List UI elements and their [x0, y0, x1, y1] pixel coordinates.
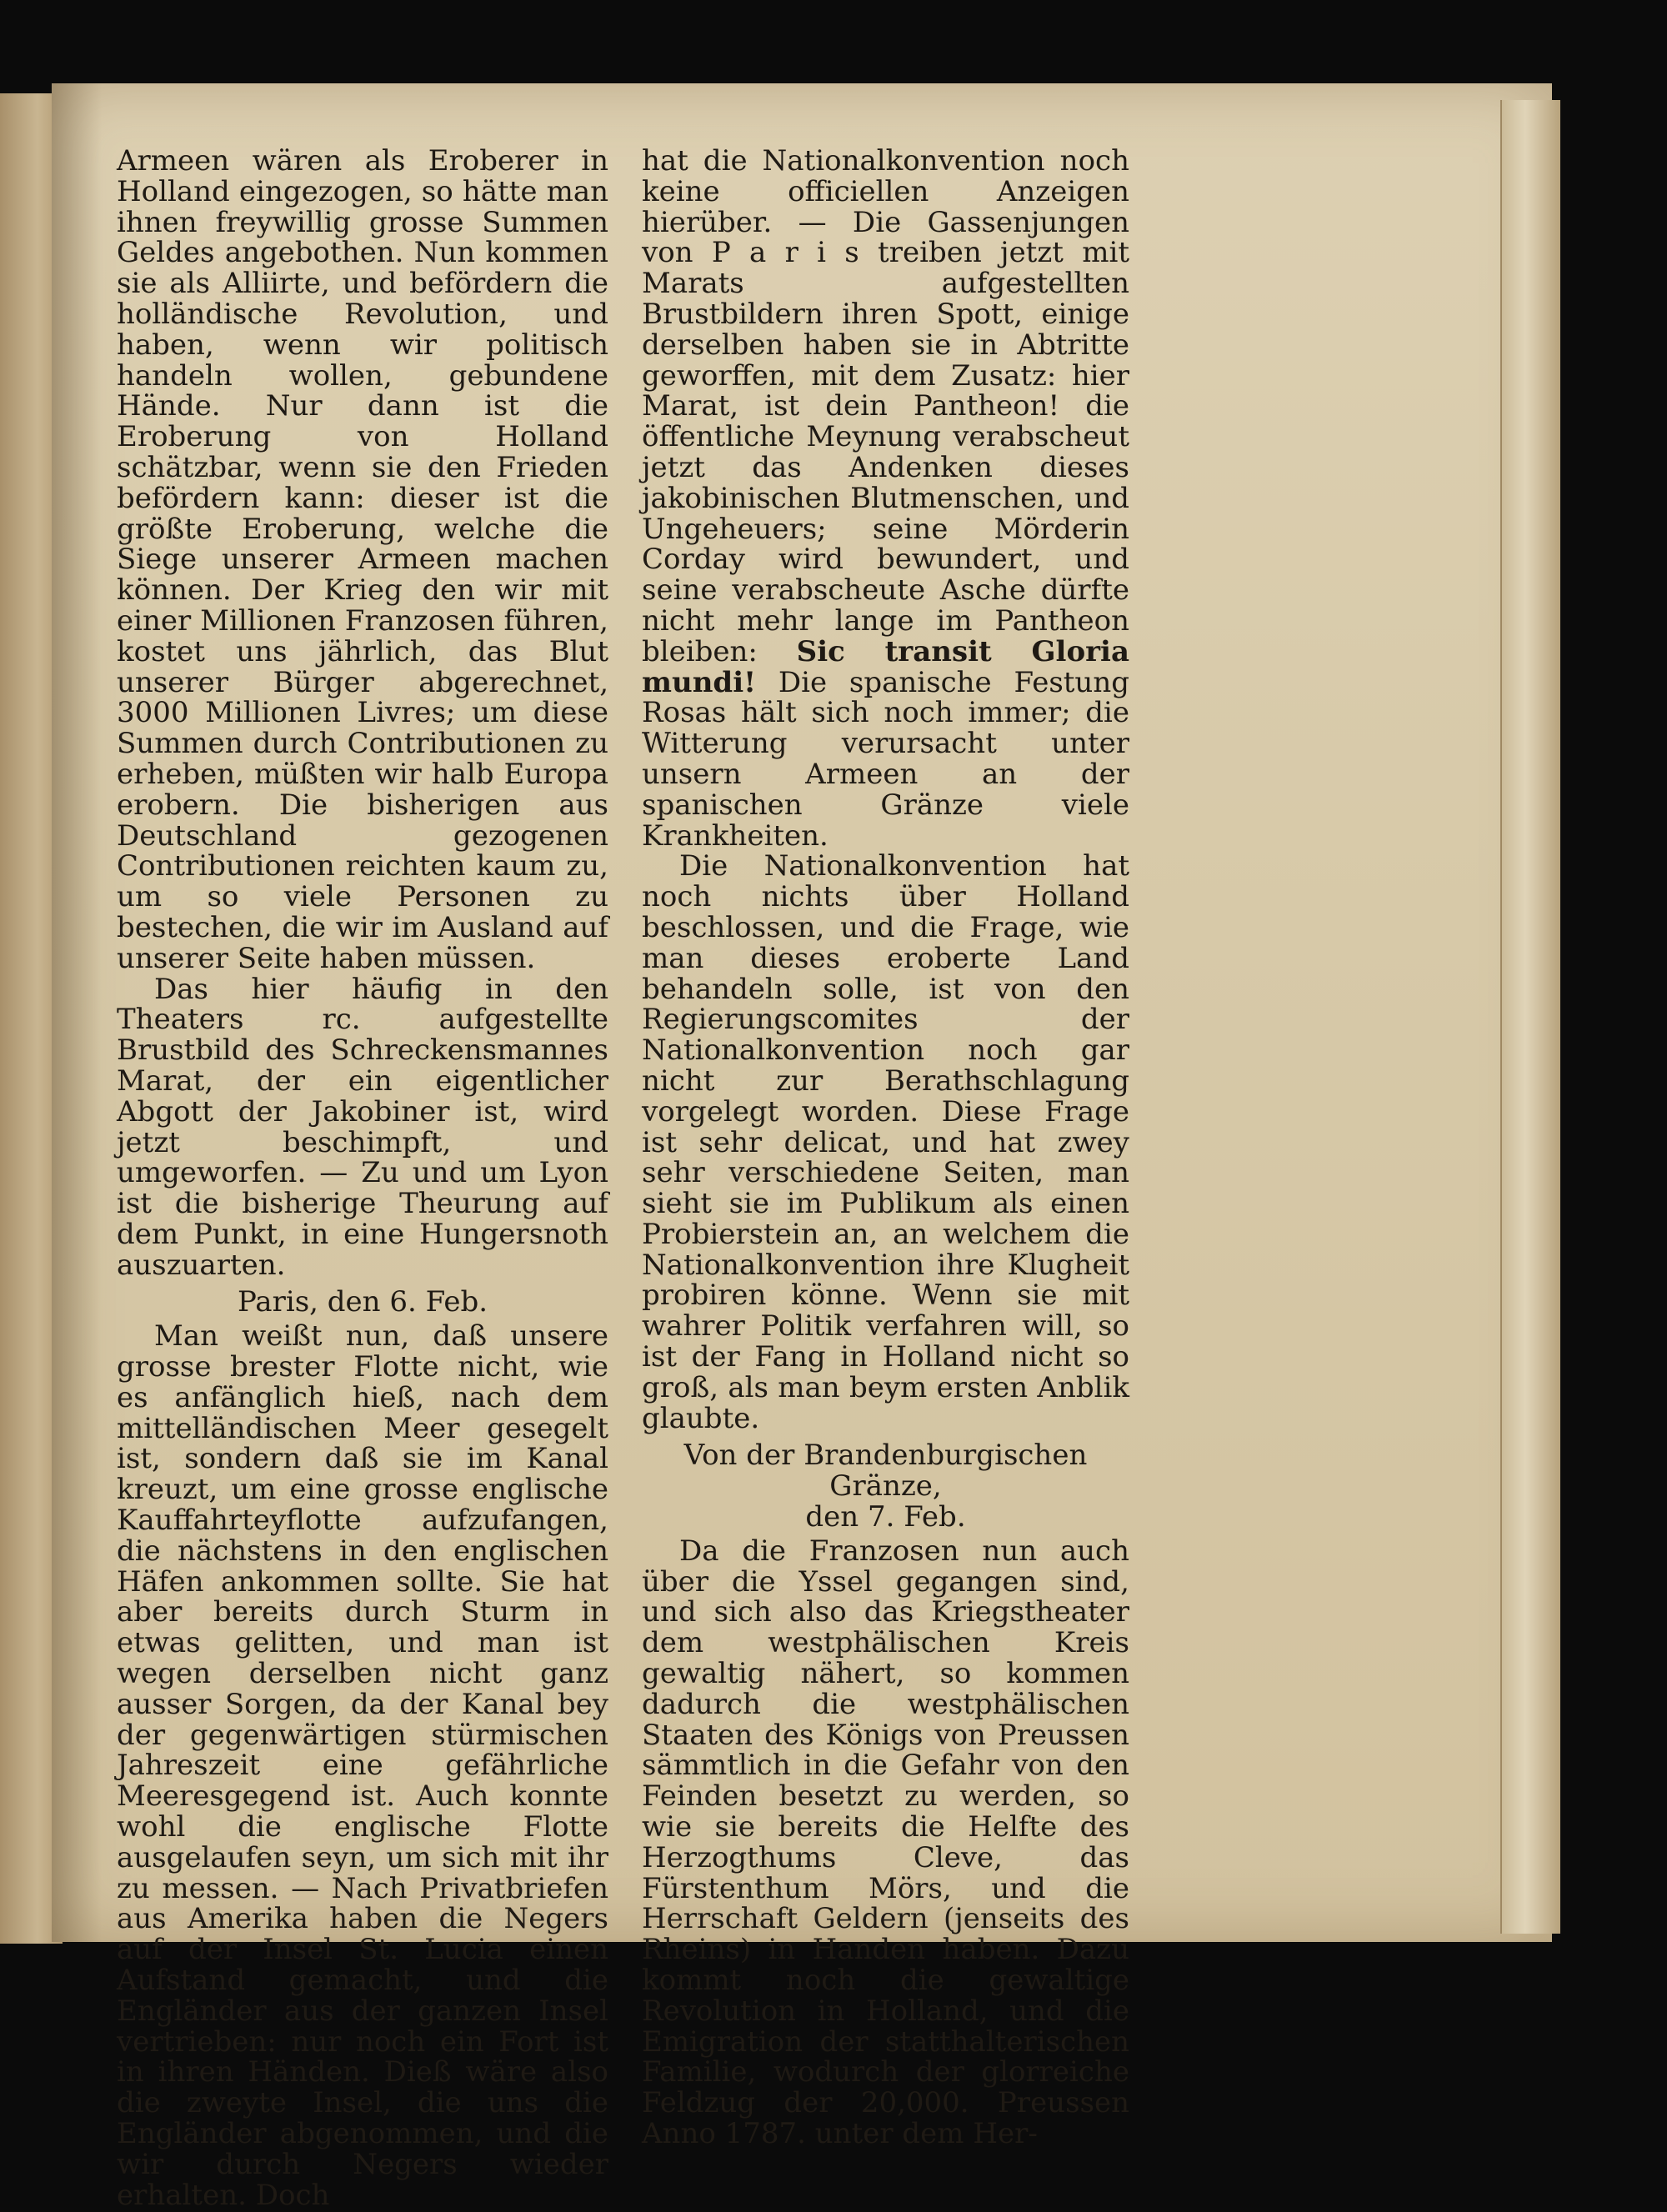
dateline-brandenburg-date: den 7. Feb.	[805, 1500, 966, 1534]
gutter-shadow	[52, 83, 102, 1942]
dateline-paris: Paris, den 6. Feb.	[237, 1285, 488, 1319]
left-paragraph-2: Das hier häufig in den Theaters rc. aufgestellte Brustbild des Schreckensmannes Marat, der ein eigentlicher Abgott der Jakobiner ist, wird jetzt beschimpft, und umgeworfen. — Zu und um Lyon ist die bisherige Theurung auf dem Punkt, in eine Hungersnoth auszuarten.	[117, 972, 608, 1282]
right-page-edge	[1500, 100, 1560, 1934]
right-text-column	[642, 146, 1129, 2149]
left-paragraph-1: Armeen wären als Eroberer in Holland eingezogen, so hätte man ihnen freywillig grosse Summen Geldes angebothen. Nun kommen sie als Alliirte, und befördern die holländische Revolution, und haben, wenn wir politisch handeln wollen, gebundene Hände. Nur dann ist die Eroberung von Holland schätzbar, wenn sie den Frieden befördern kann: dieser ist die größte Eroberung, welche die Siege unserer Armeen machen können. Der Krieg den wir mit einer Millionen Franzosen führen, kostet uns jährlich, das Blut unserer Bürger abgerechnet, 3000 Millionen Livres; um diese Summen durch Contributionen zu erheben, müßten wir halb Europa erobern. Die bisherigen aus Deutschland gezogenen Contributionen reichten kaum zu, um so viele Personen zu bestechen, die wir im Ausland auf unserer Seite haben müssen.	[117, 144, 608, 975]
right-paragraph-2: Die Nationalkonvention hat noch nichts über Holland beschlossen, und die Frage, wie man dieses eroberte Land behandeln solle, ist von den Regierungscomites der Nationalkonvention noch gar nicht zur Berathschlagung vorgelegt worden. Diese Frage ist sehr delicat, und hat zwey sehr verschiedene Seiten, man sieht sie im Publikum als einen Probierstein an, an welchem die Nationalkonvention ihre Klugheit probiren könne. Wenn sie mit wahrer Politik verfahren will, so ist der Fang in Holland nicht so groß, als man beym ersten Anblik glaubte.	[642, 849, 1129, 1435]
left-paragraph-3: Man weißt nun, daß unsere grosse brester Flotte nicht, wie es anfänglich hieß, nach dem mittelländischen Meer gesegelt ist, sondern daß sie im Kanal kreuzt, um eine grosse englische Kauffahrteyflotte aufzufangen, die nächstens in den englischen Häfen ankommen sollte. Sie hat aber bereits durch Sturm in etwas gelitten, und man ist wegen derselben nicht ganz ausser Sorgen, da der Kanal bey der gegenwärtigen stürmischen Jahreszeit eine gefährliche Meeresgegend ist. Auch konnte wohl die englische Flotte ausgelaufen seyn, um sich mit ihr zu messen. — Nach Privatbriefen aus Amerika haben die Negers auf der Insel St. Lucia einen Aufstand gemacht, und die Engländer aus der ganzen Insel vertrieben: nur noch ein Fort ist in ihren Händen. Dieß wäre also die zweyte Insel, die uns die Engländer abgenommen, und die wir durch Negers wieder erhalten. Doch	[117, 1319, 608, 2212]
dateline-brandenburg	[642, 1440, 1129, 1532]
right-paragraph-1a: hat die Nationalkonvention noch keine officiellen Anzeigen hierüber. — Die Gassenjungen von P a r i s treiben jetzt mit Marats aufgestellten Brustbildern ihren Spott, einige derselben haben sie in Abtritte geworffen, mit dem Zusatz: hier Marat, ist dein Pantheon! die öffentliche Meynung verabscheut jetzt das Andenken dieses jakobinischen Blutmenschen, und Ungeheuers; seine Mörderin Corday wird bewundert, und seine verabscheute Asche dürfte nicht mehr lange im Pantheon bleiben:	[642, 144, 1129, 668]
latin-phrase: Sic transit Gloria mundi!	[642, 634, 1130, 699]
left-text-column	[117, 146, 608, 2210]
right-paragraph-1b: Die spanische Festung Rosas hält sich noch immer; die Witterung verursacht unter unsern Armeen an der spanischen Gränze viele Krankheiten.	[642, 665, 1129, 853]
dateline-brandenburg-place: Von der Brandenburgischen Gränze,	[683, 1439, 1088, 1504]
right-paragraph-1	[642, 146, 1129, 851]
right-paragraph-3: Da die Franzosen nun auch über die Yssel gegangen sind, und sich also das Kriegstheater dem westphälischen Kreis gewaltig nähert, so kommen dadurch die westphälischen Staaten des Königs von Preussen sämmtlich in die Gefahr von den Feinden besetzt zu werden, so wie sie bereits die Helfte des Herzogthums Cleve, das Fürstenthum Mörs, und die Herrschaft Geldern (jenseits des Rheins) in Handen haben. Dazu kommt noch die gewaltige Revolution in Holland, und die Emigration der statthalterischen Familie, wodurch der glorreiche Feldzug der 20,000. Preussen Anno 1787. unter dem Her-	[642, 1534, 1129, 2150]
